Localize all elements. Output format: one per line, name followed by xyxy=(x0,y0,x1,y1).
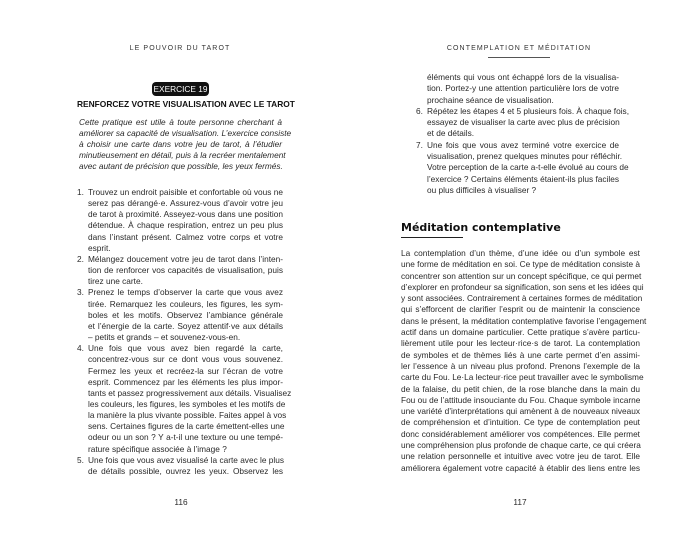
page-number: 117 xyxy=(513,497,527,507)
list-number: 2. xyxy=(77,253,84,264)
text-line: actif dans un domaine particulier. Cette pratique s’avère particu- xyxy=(401,327,640,338)
text-line: avec autant de précision que possible, les yeux fermés. xyxy=(79,161,283,171)
text-line: dans l’instant présent. Calmez votre corps et votre xyxy=(88,231,283,242)
text-line: et l’énergie de la carte. Soyez attentif·ve aux détails xyxy=(88,320,283,331)
text-line: minutieusement en détail, puis à la recréer mentalement xyxy=(79,150,286,160)
text-line: à choisir une carte dans votre jeu de tarot, à l’étudier xyxy=(79,139,282,149)
text-line: de détails possible, ouvrez les yeux. Observez les xyxy=(88,465,283,476)
running-head-rule xyxy=(488,57,550,58)
text-line: Fou ou de l’attitude insouciante du Fou. Chaque symbole incarne xyxy=(401,394,641,405)
list-number: 4. xyxy=(77,343,84,354)
text-line: concentrer son attention sur un concept spécifique, ce qui permet xyxy=(401,270,642,281)
text-line: esprit. Commencez par les éléments les plus impor- xyxy=(88,376,283,387)
text-line: Mélangez doucement votre jeu de tarot dans l’inten- xyxy=(88,253,283,264)
text-line: Une fois que vous avez visualisé la carte avec le plus xyxy=(88,454,285,465)
list-number: 6. xyxy=(416,105,423,116)
text-line: Une fois que vous avez terminé votre exercice de xyxy=(427,139,619,150)
list-item xyxy=(427,72,619,106)
text-line: l’exercice ? Certains éléments étaient-ils plus faciles xyxy=(427,173,619,184)
text-line: une forme de méditation en soi. Ce type de méditation consiste à xyxy=(401,259,640,270)
text-line: esprit. xyxy=(88,242,111,253)
text-line: une compréhension plus profonde de chaque carte, ce qui créera xyxy=(401,440,641,451)
text-line: améliorera également votre capacité à établir des liens entre les xyxy=(401,462,640,473)
list-item xyxy=(77,343,292,455)
text-line: Trouvez un endroit paisible et confortable où vous ne xyxy=(88,187,283,197)
section-title: Méditation contemplative xyxy=(401,221,561,234)
text-line: tirée. Remarquez les couleurs, les figures, les sym- xyxy=(88,298,283,309)
text-line: une relation personnelle et intuitive avec votre jeu de tarot. Elle xyxy=(401,451,640,462)
text-line: tants et passez progressivement aux détails. Visualisez xyxy=(88,387,292,398)
body-paragraph xyxy=(401,248,647,473)
text-line: Répétez les étapes 4 et 5 plusieurs fois. À chaque fois, xyxy=(427,105,630,116)
text-line: dans le présent, la méditation contemplative favorise l’engagement xyxy=(401,315,647,326)
text-line: tion de renforcer vos capacités de visualisation, puis xyxy=(88,265,283,276)
text-line: de tarot à proximité. Asseyez-vous dans une position xyxy=(88,209,283,220)
list-item xyxy=(77,287,283,343)
text-line: de compréhension et d’intuition. Ce type de contemplation peut xyxy=(401,417,640,428)
list-item xyxy=(416,139,629,196)
text-line: Une fois que vous avez bien regardé la carte, xyxy=(88,343,283,354)
running-head-left: LE POUVOIR DU TAROT xyxy=(129,45,231,52)
text-line: odeur ou un son ? Y a-t-il une texture ou une tempé- xyxy=(88,432,283,443)
text-line: une variété d’interprétations qui amènent à de nouveaux niveaux xyxy=(401,406,640,417)
running-head-right: CONTEMPLATION ET MÉDITATION xyxy=(446,45,592,52)
exercise-title: RENFORCEZ VOTRE VISUALISATION AVEC LE TAROT xyxy=(77,99,295,109)
text-line: tion. Portez-y une attention particulière lors de votre xyxy=(427,83,619,94)
exercise-steps-continued xyxy=(416,72,630,195)
text-line: carte du Fou. Le·La lecteur·rice peut travailler avec le symbolisme xyxy=(401,372,644,383)
list-item xyxy=(77,187,283,254)
text-line: rature spécifique associée à l’image ? xyxy=(88,443,227,454)
text-line: tirez une carte. xyxy=(88,276,143,287)
list-number: 7. xyxy=(416,139,423,150)
section-title-rule xyxy=(401,237,463,238)
text-line: d’explorer en profondeur sa signification, son sens et les idées qui xyxy=(401,281,644,292)
page-number: 116 xyxy=(174,497,188,507)
text-line: Prenez le temps d’observer la carte que vous avez xyxy=(88,287,283,298)
text-line: prochaine séance de visualisation. xyxy=(427,94,554,105)
list-item xyxy=(416,105,630,140)
text-line: ler l’essence à un niveau plus profond. Prenons l’exemple de la xyxy=(401,360,640,371)
text-line: éléments qui vous ont échappé lors de la visualisa- xyxy=(427,72,619,82)
text-line: détendue. À chaque respiration, entrez un peu plus xyxy=(88,220,283,231)
text-line: ou plus difficiles à visualiser ? xyxy=(427,184,537,195)
text-line: concentrez-vous sur ce dont vous vous souvenez. xyxy=(88,354,283,365)
text-line: donc considérablement améliorer vos compétences. Elle permet xyxy=(401,428,640,439)
list-number: 3. xyxy=(77,287,84,298)
list-item xyxy=(77,253,283,287)
right-page xyxy=(350,0,700,538)
text-line: et de détails. xyxy=(427,128,475,139)
text-line: boles et les motifs. Observez l’ambiance générale xyxy=(88,309,283,320)
list-number: 1. xyxy=(77,187,84,197)
exercise-badge: EXERCICE 19 xyxy=(153,84,208,94)
text-line: de symboles et de thèmes liés à une carte permet d’en assimi- xyxy=(401,349,640,360)
list-number: 5. xyxy=(77,454,84,465)
text-line: sens. Certaines figures de la carte émettent-elles une xyxy=(88,421,285,432)
text-line: Votre perception de la carte a-t-elle évolué au cours de xyxy=(427,162,629,173)
text-line: les couleurs, les figures, les symboles et les motifs de xyxy=(88,398,286,409)
exercise-intro xyxy=(79,117,292,171)
text-line: la manière la plus vivante possible. Faites appel à vos xyxy=(88,410,287,421)
text-line: lièrement utile pour les lecteur·rice·s de tarot. La contemplation xyxy=(401,338,640,349)
text-line: La contemplation d’un thème, d’une idée ou d’un symbole est xyxy=(401,248,640,258)
text-line: Cette pratique est utile à toute personne cherchant à xyxy=(79,117,282,127)
exercise-steps xyxy=(77,187,292,476)
text-line: Fermez les yeux et recréez-la sur l’écran de votre xyxy=(88,365,283,376)
text-line: de la falaise, du petit chien, de la rose blanche dans la main du xyxy=(401,383,640,394)
text-line: – petits et grands – et souvenez-vous-en. xyxy=(88,332,241,343)
text-line: qui s’efforcent de clarifier l’esprit ou de maintenir la conscience xyxy=(401,304,640,315)
text-line: essayez de visualiser la carte avec plus de précision xyxy=(427,117,620,128)
text-line: serez pas dérangé·e. Assurez-vous d’avoir votre jeu xyxy=(88,198,283,209)
text-line: y sont associées. Contrairement à certaines formes de méditation xyxy=(401,293,643,304)
text-line: améliorer sa capacité de visualisation. L’exercice consiste xyxy=(79,128,292,138)
list-item xyxy=(77,454,285,477)
text-line: visualisation, prenez quelques minutes pour réfléchir. xyxy=(427,151,623,162)
